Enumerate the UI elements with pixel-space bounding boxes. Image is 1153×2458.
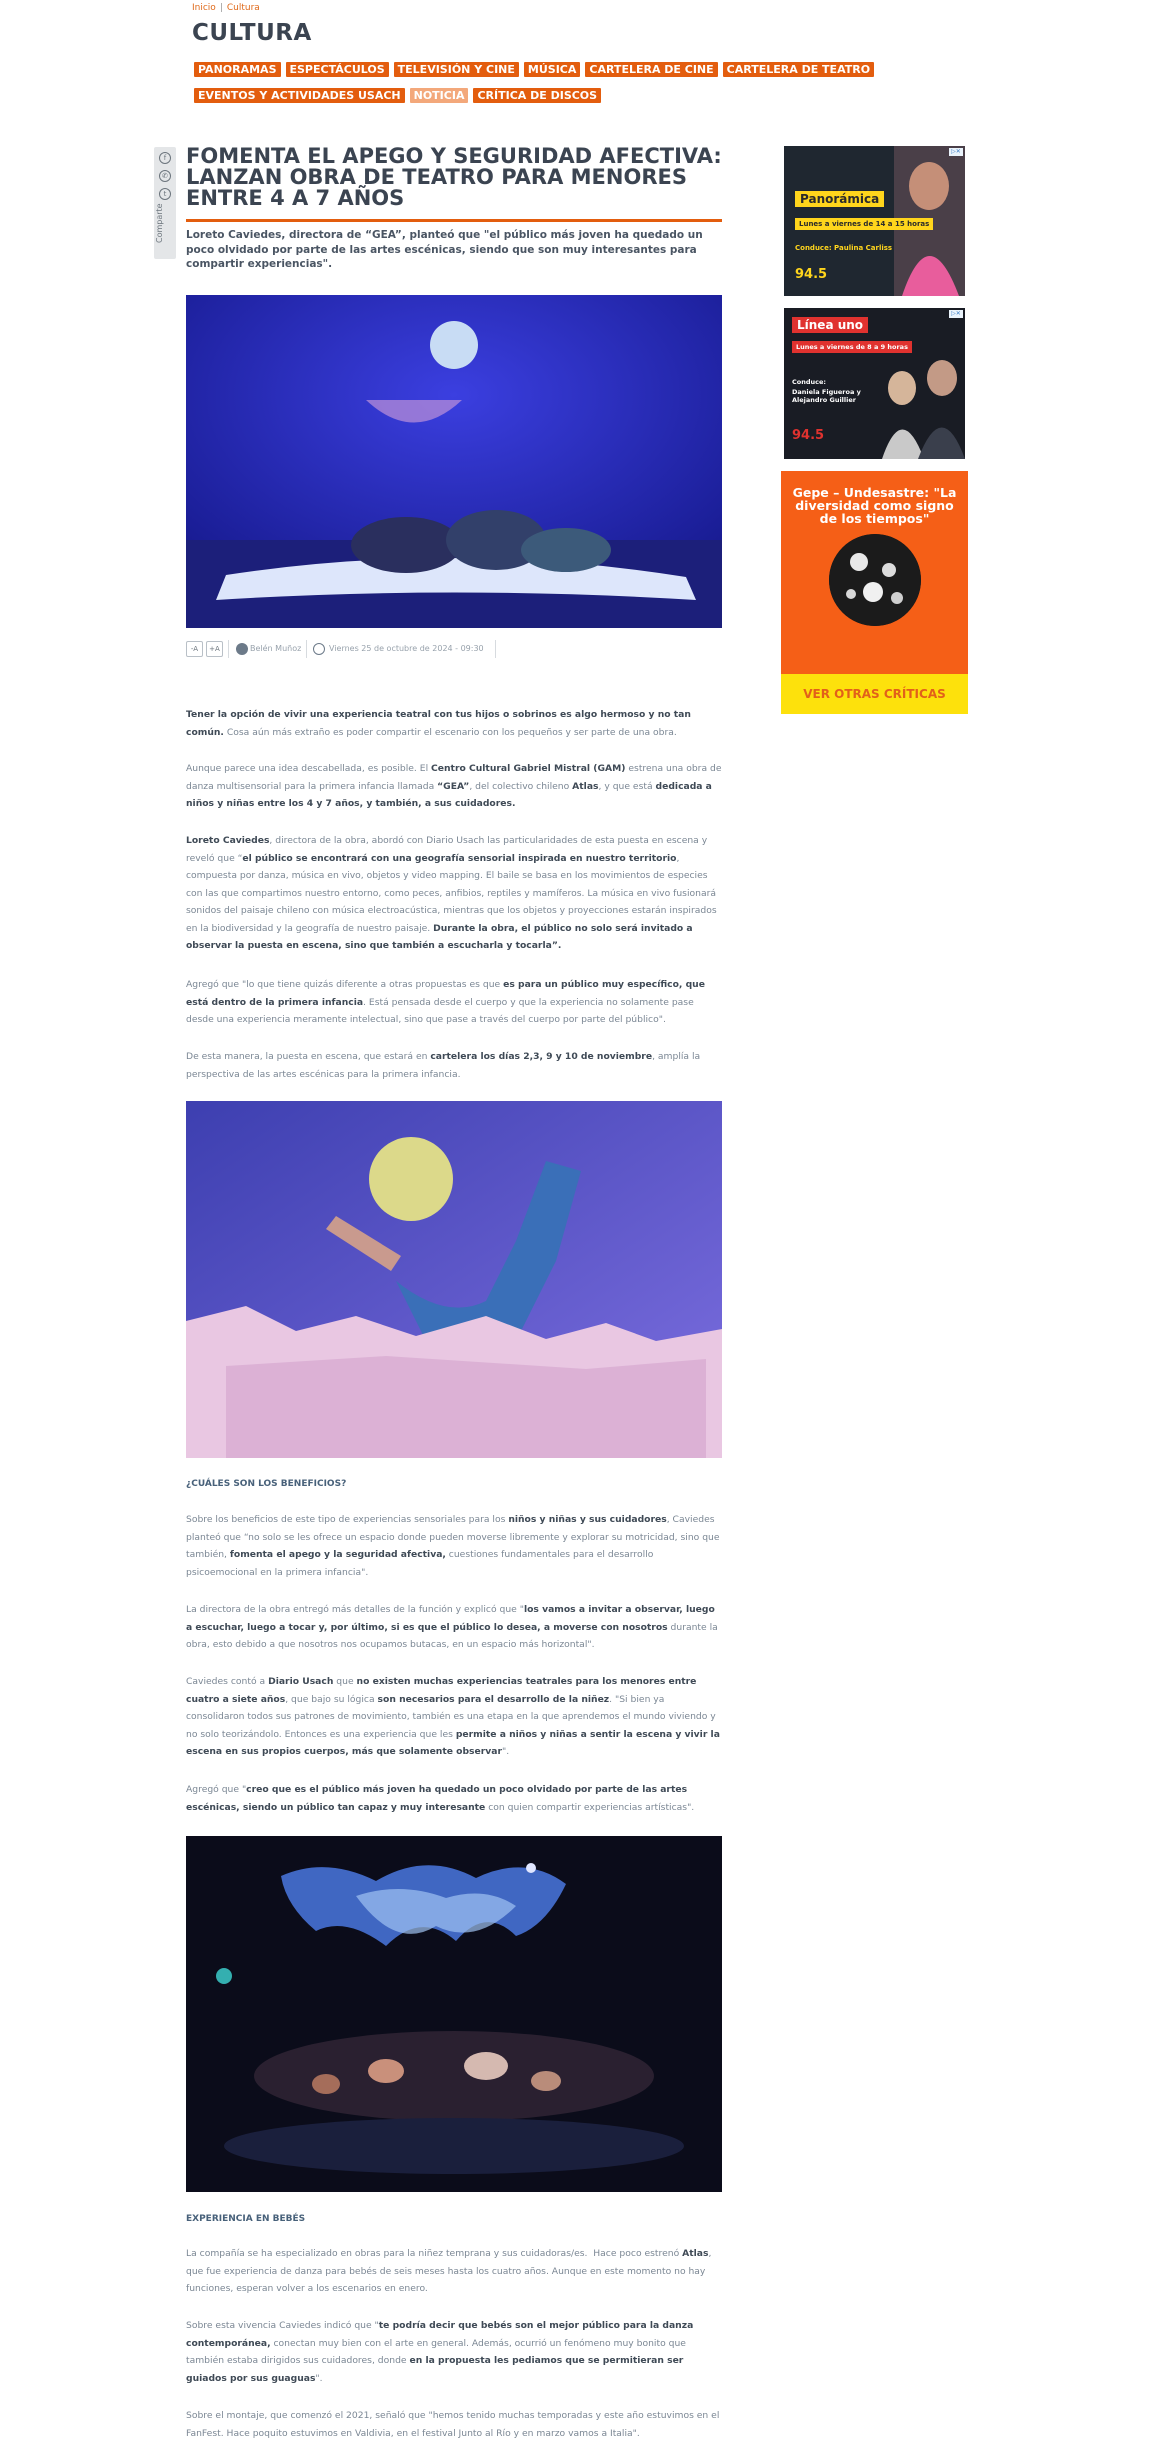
category-cartelera-cine[interactable]: CARTELERA DE CINE	[585, 62, 717, 77]
ad-linea-uno[interactable]	[784, 308, 965, 459]
paragraph: La directora de la obra entregó más detalles de la función y explicó que "los vamos a invitar a observar, luego a escuchar, luego a tocar y, por último, si es que el público lo desea, a moverse con nosotros durante la obra, esto debido a que nosotros nos ocupamos butacas, en un espacio más horizontal".	[186, 1604, 718, 1650]
ad-title: Panorámica	[795, 191, 884, 207]
album-cover[interactable]	[829, 534, 921, 626]
ad-station: 94.5	[795, 267, 828, 282]
article-author[interactable]: Belén Muñoz	[250, 644, 302, 653]
see-more-reviews-button[interactable]: VER OTRAS CRÍTICAS	[781, 674, 968, 714]
article-headline: FOMENTA EL APEGO Y SEGURIDAD AFECTIVA: LANZAN OBRA DE TEATRO PARA MENORES ENTRE 4 A 7 AÑOS	[186, 144, 722, 210]
ad-title: Línea uno	[792, 317, 868, 333]
ad-panoramica[interactable]	[784, 146, 965, 296]
ad-hosts: Daniela Figueroa y Alejandro Guillier	[792, 388, 861, 404]
twitter-icon[interactable]: t	[159, 188, 171, 200]
meta-divider	[306, 640, 307, 658]
paragraph: Agregó que "creo que es el público más joven ha quedado un poco olvidado por parte de las artes escénicas, siendo un público tan capaz y muy interesante con quien compartir experiencias artísticas".	[186, 1784, 695, 1813]
category-cartelera-teatro[interactable]: CARTELERA DE TEATRO	[723, 62, 874, 77]
category-eventos-usach[interactable]: EVENTOS Y ACTIVIDADES USACH	[194, 88, 405, 103]
ad-host: Conduce: Paulina Carliss	[795, 244, 893, 252]
paragraph: Sobre los beneficios de este tipo de experiencias sensoriales para los niños y niñas y sus cuidadores, Caviedes planteó que “no solo se les ofrece un espacio donde pueden moverse libremente y explorar su motricidad, sino que también, fomenta el apego y la seguridad afectiva, cuestiones fundamentales para el desarrollo psicoemocional en la primera infancia".	[186, 1514, 720, 1578]
paragraph: La compañía se ha especializado en obras para la niñez temprana y sus cuidadoras/es. Hace poco estrenó Atlas, que fue experiencia de danza para bebés de seis meses hasta los cuatro años. Aunque en este momento no hay funciones, esperan volver a los escenarios en enero.	[186, 2248, 712, 2294]
breadcrumb-current[interactable]: Cultura	[226, 3, 260, 13]
paragraph: Loreto Caviedes, directora de la obra, abordó con Diario Usach las particularidades de esta puesta en escena y reveló que “el público se encontrará con una geografía sensorial inspirada en nuestro territorio, compuesta por danza, música en vivo, objetos y video mapping. El baile se basa en los movimientos de especies con las que compartimos nuestro entorno, como peces, anfibios, reptiles y mamíferos. La música en vivo fusionará sonidos del paisaje chileno con música electroacústica, mientras que los objetos y proyecciones estarán inspirados en la biodiversidad y la geografía de nuestro paisaje. Durante la obra, el público no solo será invitado a observar la puesta en escena, sino que también a escucharla y tocarla”.	[186, 835, 717, 951]
subheading: EXPERIENCIA EN BEBÉS	[186, 2214, 306, 2224]
article-lede: Loreto Caviedes, directora de “GEA”, planteó que "el público más joven ha quedado un poco olvidado por parte de las artes escénicas, siendo que son muy interesantes para compartir experiencias".	[186, 229, 703, 270]
facebook-icon[interactable]: f	[159, 152, 171, 164]
share-label: Comparte	[155, 203, 164, 243]
paragraph: Agregó que "lo que tiene quizás diferente a otras propuestas es que es para un público muy específico, que está dentro de la primera infancia. Está pensada desde el cuerpo y que la experiencia no solamente pase desde una experiencia meramente intelectual, sino que pase a través del cuerpo por parte del público".	[186, 979, 705, 1025]
breadcrumb-separator: |	[219, 3, 223, 13]
subheading: ¿CUÁLES SON LOS BENEFICIOS?	[186, 1479, 347, 1489]
paragraph: Caviedes contó a Diario Usach que no existen muchas experiencias teatrales para los menores entre cuatro a siete años, que bajo su lógica son necesarios para el desarrollo de la niñez. "Si bien ya consolidaron todos sus patrones de movimiento, también es una etapa en la que aprendemos el mundo viviendo y no solo teorizándolo. Entonces es una experiencia que les permite a niños y niñas a sentir la escena y vivir la escena en sus propios cuerpos, más que solamente observar".	[186, 1676, 720, 1757]
paragraph: De esta manera, la puesta en escena, que estará en cartelera los días 2,3, 9 y 10 de noviembre, amplía la perspectiva de las artes escénicas para la primera infancia.	[186, 1051, 701, 1080]
meta-divider	[228, 640, 229, 658]
section-title: CULTURA	[192, 20, 312, 46]
critica-title[interactable]: Gepe – Undesastre: "La diversidad como signo de los tiempos"	[792, 485, 957, 526]
article-photo-1	[186, 295, 722, 628]
ad-schedule: Lunes a viernes de 14 a 15 horas	[795, 218, 933, 230]
share-bar	[154, 147, 176, 259]
user-icon	[236, 643, 248, 655]
critica-widget	[781, 471, 968, 714]
breadcrumb-home[interactable]: Inicio	[192, 3, 216, 13]
clock-icon	[313, 643, 325, 655]
category-musica[interactable]: MÚSICA	[524, 62, 580, 77]
paragraph: Sobre esta vivencia Caviedes indicó que "te podría decir que bebés son el mejor público para la danza contemporánea, conectan muy bien con el arte en general. Además, ocurrió un fenómeno muy bonito que también estaba dirigidos sus cuidadores, donde en la propuesta les pediamos que se permitieran ser guiados por sus guaguas".	[186, 2320, 694, 2384]
paragraph: Aunque parece una idea descabellada, es posible. El Centro Cultural Gabriel Mistral (GAM) estrena una obra de danza multisensorial para la primera infancia llamada “GEA”, del colectivo chileno Atlas, y que está dedicada a niños y niñas entre los 4 y 7 años, y también, a sus cuidadores.	[186, 763, 722, 809]
article-photo-2	[186, 1101, 722, 1458]
article-date: Viernes 25 de octubre de 2024 - 09:30	[329, 644, 484, 653]
headline-underline	[186, 219, 722, 222]
font-increase-button[interactable]: +A	[206, 641, 223, 657]
paragraph: Sobre el montaje, que comenzó el 2021, señaló que "hemos tenido muchas temporadas y este año estuvimos en el FanFest. Hace poquito estuvimos en Valdivia, en el festival Junto al Río y en marzo vamos a Italia".	[186, 2410, 720, 2439]
article-meta	[186, 640, 726, 658]
ad-station: 94.5	[792, 428, 825, 443]
ad-host-label: Conduce:	[792, 378, 827, 386]
category-critica-discos[interactable]: CRÍTICA DE DISCOS	[473, 88, 601, 103]
category-espectaculos[interactable]: ESPECTÁCULOS	[286, 62, 389, 77]
paragraph: Tener la opción de vivir una experiencia teatral con tus hijos o sobrinos es algo hermoso y no tan común. Cosa aún más extraño es poder compartir el escenario con los pequeños y ser parte de una obra.	[186, 709, 691, 738]
category-television-cine[interactable]: TELEVISIÓN Y CINE	[394, 62, 519, 77]
ad-schedule: Lunes a viernes de 8 a 9 horas	[792, 341, 912, 353]
article-photo-3	[186, 1836, 722, 2192]
category-panoramas[interactable]: PANORAMAS	[194, 62, 281, 77]
ad-close-icon[interactable]: ▷✕	[949, 310, 963, 318]
category-nav	[194, 58, 894, 110]
font-decrease-button[interactable]: -A	[186, 641, 203, 657]
category-noticia[interactable]: NOTICIA	[410, 88, 469, 103]
whatsapp-icon[interactable]: ✆	[159, 170, 171, 182]
meta-divider	[495, 640, 496, 658]
ad-close-icon[interactable]: ▷✕	[949, 148, 963, 156]
breadcrumb	[192, 3, 260, 13]
